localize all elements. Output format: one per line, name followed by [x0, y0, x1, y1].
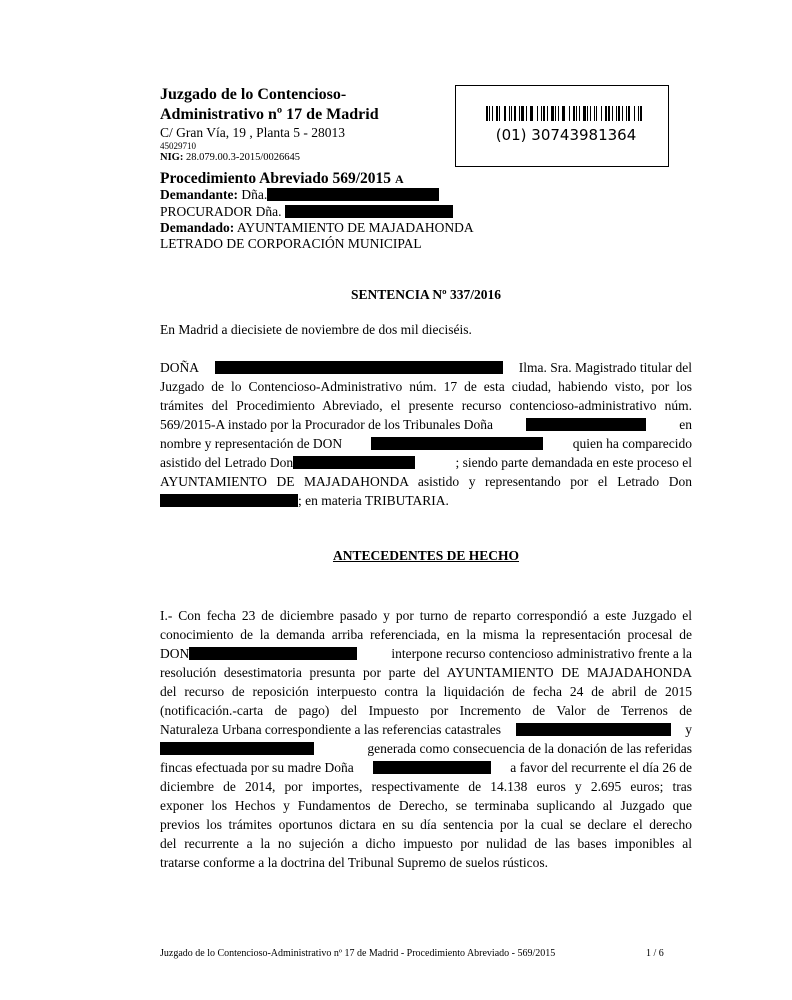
date-line: En Madrid a diecisiete de noviembre de dos mil dieciséis. — [160, 322, 472, 337]
barcode-bar — [583, 106, 586, 121]
barcode-bar — [618, 106, 621, 121]
redaction — [371, 437, 543, 450]
barcode-bar — [638, 106, 639, 121]
barcode-bar — [509, 106, 510, 121]
barcode-bar — [569, 106, 570, 121]
antecedentes-line: previos los trámites oportunos dictara en su día sentencia por la cual se declare el derecho — [160, 817, 692, 832]
barcode-bar — [541, 106, 542, 121]
barcode-bar — [573, 106, 575, 121]
sentencia-title: SENTENCIA Nº 337/2016 — [351, 287, 501, 302]
intro-text: ; en materia TRIBUTARIA. — [298, 493, 449, 508]
footer-text: Juzgado de lo Contencioso-Administrativo nº 17 de Madrid - Procedimiento Abreviado - 569/2015 — [160, 948, 556, 959]
barcode-bar — [511, 106, 512, 121]
redaction — [373, 761, 491, 774]
barcode-bar — [576, 106, 577, 121]
intro-text: quien ha comparecido — [572, 436, 692, 451]
antecedentes-line — [160, 644, 692, 663]
barcode-number: (01) 30743981364 — [495, 126, 637, 144]
antecedentes-text: DON — [160, 646, 190, 661]
antecedentes-text: Naturaleza Urbana correspondiente a las referencias catastrales — [160, 722, 502, 737]
barcode-bar — [640, 106, 642, 121]
page-number: 1 / 6 — [646, 948, 664, 959]
antecedentes-text: generada como consecuencia de la donación de las referidas — [367, 741, 692, 756]
barcode-bar — [547, 106, 548, 121]
antecedentes-line: I.- Con fecha 23 de diciembre pasado y por turno de reparto correspondió a este Juzgado el — [160, 608, 692, 623]
redaction — [516, 723, 671, 736]
redaction — [285, 205, 453, 218]
redaction — [189, 647, 357, 660]
barcode-bar — [499, 106, 500, 121]
intro-line — [160, 415, 692, 434]
antecedentes-text: fincas efectuada por su madre Doña — [160, 760, 354, 775]
procurador-line — [160, 204, 453, 220]
demandado-line — [160, 220, 474, 236]
barcode-bar — [530, 106, 531, 121]
barcode-bar — [558, 106, 559, 121]
barcode-bar — [521, 106, 524, 121]
barcode-bar — [587, 106, 588, 121]
intro-text: asistido del Letrado Don — [160, 455, 294, 470]
redaction — [526, 418, 646, 431]
barcode-bar — [526, 106, 527, 121]
barcode-bar — [492, 106, 493, 121]
demandante-value: Dña. — [241, 187, 268, 202]
barcode-bar — [628, 106, 630, 121]
barcode-bar — [579, 106, 580, 121]
barcode-bar — [596, 106, 597, 121]
barcode-bar — [622, 106, 623, 121]
antecedentes-text: a favor del recurrente el día 26 de — [510, 760, 692, 775]
antecedentes-line — [160, 739, 692, 758]
barcode-box — [455, 85, 669, 167]
antecedentes-line: del recurrente a la no sujeción a dicho impuesto por nulidad de las bases imponibles al — [160, 836, 692, 851]
barcode-bar — [496, 106, 499, 121]
intro-text: nombre y representación de DON — [160, 436, 343, 451]
antecedentes-text: y — [685, 722, 692, 737]
intro-line — [160, 434, 692, 453]
intro-text: 569/2015-A instado por la Procurador de los Tribunales Doña — [160, 417, 493, 432]
court-name — [160, 85, 460, 125]
procedure-title — [160, 170, 404, 188]
intro-line — [160, 453, 692, 472]
antecedentes-line — [160, 720, 692, 739]
barcode-bar — [519, 106, 520, 121]
antecedentes-line: diciembre de 2014, por importes, respectivamente de 14.138 euros y 2.695 euros; tras — [160, 779, 692, 794]
barcode-bar — [601, 106, 602, 121]
intro-line — [160, 491, 692, 510]
barcode-bar — [612, 106, 613, 121]
intro-line: trámites del Procedimiento Abreviado, el presente recurso contencioso-administrativo núm. — [160, 398, 692, 413]
intro-text: DOÑA — [160, 360, 199, 375]
barcode-bar — [563, 106, 565, 121]
barcode-bar — [486, 106, 488, 121]
barcode-bar — [543, 106, 545, 121]
antecedentes-line — [160, 758, 692, 777]
court-name-line1: Juzgado de lo Contencioso- — [160, 86, 347, 103]
barcode-bars — [486, 106, 644, 121]
barcode-bar — [514, 106, 516, 121]
barcode-bar — [590, 106, 592, 121]
intro-text: en — [679, 417, 692, 432]
procedure-suffix: A — [394, 172, 404, 186]
letrado-line: LETRADO DE CORPORACIÓN MUNICIPAL — [160, 236, 422, 251]
procedure-title-text: Procedimiento Abreviado 569/2015 — [160, 170, 392, 187]
barcode-bar — [594, 106, 595, 121]
demandado-value: AYUNTAMIENTO DE MAJADAHONDA — [236, 220, 474, 235]
redaction — [160, 742, 314, 755]
antecedentes-line: (notificación.-carta de pago) del Impuesto por Incremento de Valor de Terrenos de — [160, 703, 692, 718]
court-address: C/ Gran Vía, 19 , Planta 5 - 28013 — [160, 125, 345, 140]
barcode-bar — [634, 106, 635, 121]
redaction — [267, 188, 439, 201]
procurador-text: PROCURADOR Dña. — [160, 204, 282, 219]
intro-line — [160, 358, 692, 377]
barcode-bar — [555, 106, 556, 121]
barcode-bar — [608, 106, 610, 121]
barcode-bar — [616, 106, 617, 121]
antecedentes-line: exponer los Hechos y Fundamentos de Derecho, se terminaba suplicando al Juzgado que — [160, 798, 692, 813]
court-name-line2: Administrativo nº 17 de Madrid — [160, 106, 379, 123]
intro-line: Juzgado de lo Contencioso-Administrativo núm. 17 de esta ciudad, habiendo visto, por los — [160, 379, 692, 394]
barcode-bar — [605, 106, 607, 121]
redaction — [215, 361, 503, 374]
barcode-bar — [551, 106, 554, 121]
nig-value: 28.079.00.3-2015/0026645 — [185, 152, 301, 163]
nig-line — [160, 152, 300, 163]
barcode-bar — [626, 106, 627, 121]
demandado-label: Demandado: — [160, 220, 235, 235]
court-code: 45029710 — [160, 141, 196, 151]
antecedentes-line: conocimiento de la demanda arriba referenciada, en la misma la representación procesal de — [160, 627, 692, 642]
intro-text: ; siendo parte demandada en este proceso el — [455, 455, 692, 470]
barcode-bar — [537, 106, 538, 121]
antecedentes-title: ANTECEDENTES DE HECHO — [332, 548, 520, 563]
demandante-label: Demandante: — [160, 187, 238, 202]
barcode-bar — [489, 106, 490, 121]
antecedentes-group — [160, 644, 357, 663]
redaction — [160, 494, 298, 507]
intro-group — [160, 453, 415, 472]
antecedentes-line: tratarse conforme a la doctrina del Tribunal Supremo de suelos rústicos. — [160, 855, 549, 870]
intro-line: AYUNTAMIENTO DE MAJADAHONDA asistido y representando por el Letrado Don — [160, 474, 692, 489]
barcode-bar — [562, 106, 563, 121]
antecedentes-line: resolución desestimatoria presunta por parte del AYUNTAMIENTO DE MAJADAHONDA — [160, 665, 692, 680]
barcode-bar — [504, 106, 506, 121]
nig-label: NIG: — [160, 152, 184, 163]
antecedentes-text: interpone recurso contencioso administrativo frente a la — [391, 646, 692, 661]
redaction — [293, 456, 415, 469]
barcode-bar — [531, 106, 533, 121]
antecedentes-line: del recurso de reposición interpuesto contra la liquidación de fecha 24 de abril de 2015 — [160, 684, 692, 699]
intro-text: Ilma. Sra. Magistrado titular del — [518, 360, 692, 375]
demandante-line — [160, 187, 439, 203]
